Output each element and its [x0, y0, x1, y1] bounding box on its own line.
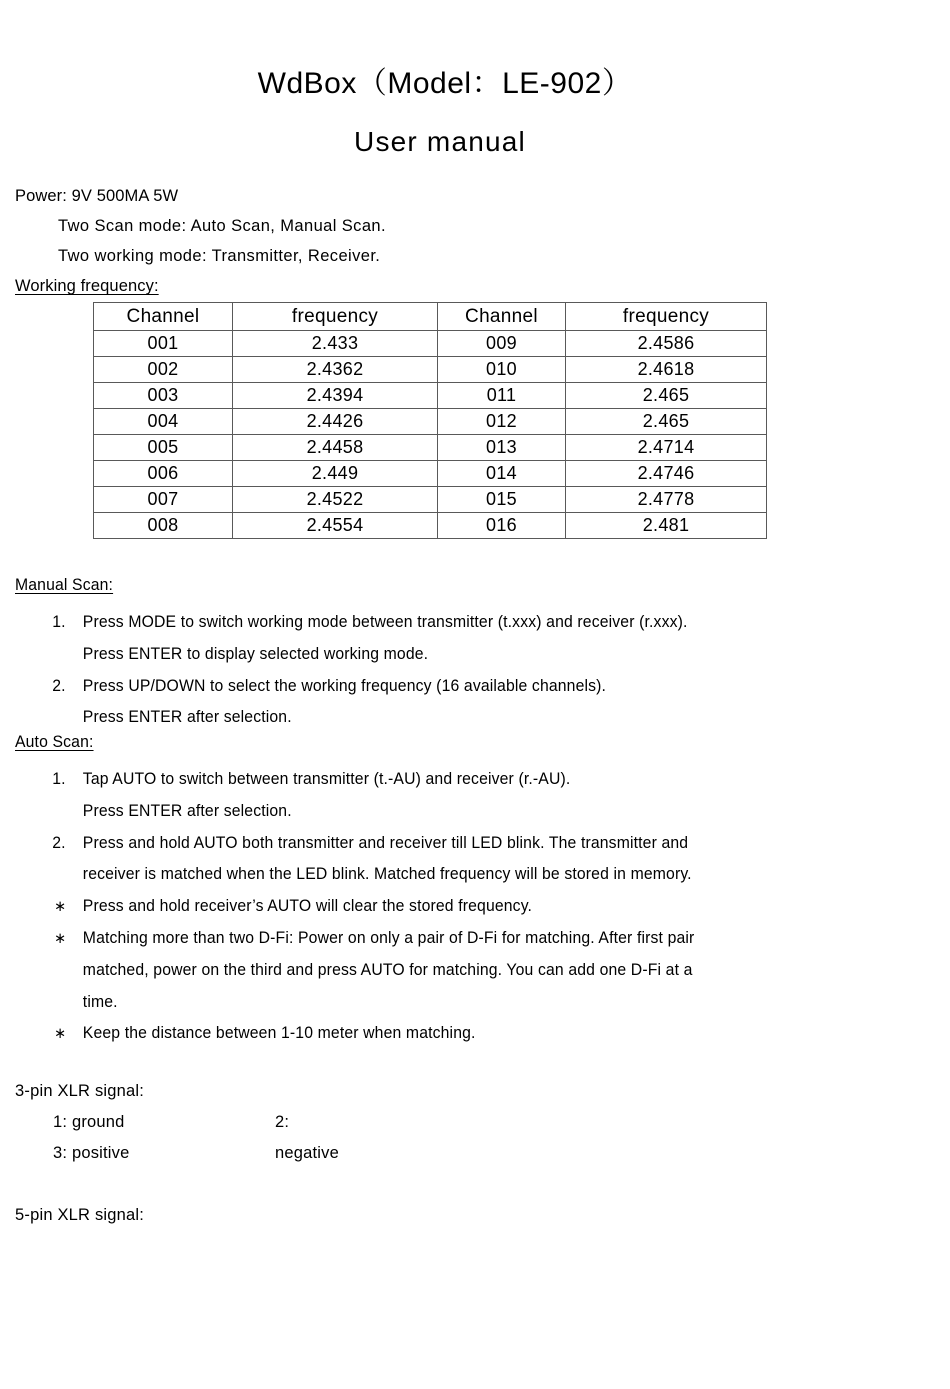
- list-item-line: Press MODE to switch working mode between transmitter (t.xxx) and receiver (r.xxx).: [82, 613, 688, 631]
- table-cell: 2.4714: [566, 435, 767, 461]
- table-cell: 001: [94, 331, 233, 357]
- auto-scan-heading: Auto Scan:: [15, 733, 94, 751]
- table-cell: 2.4522: [233, 487, 438, 513]
- table-cell: 016: [438, 513, 566, 539]
- xlr-3pin-heading: 3-pin XLR signal:: [15, 1082, 145, 1100]
- table-header-cell: frequency: [233, 303, 438, 331]
- auto-scan-list: [15, 764, 879, 1050]
- table-row: [94, 383, 767, 409]
- frequency-table: [93, 302, 767, 539]
- table-cell: 002: [94, 357, 233, 383]
- list-item-line: Matching more than two D-Fi: Power on only a pair of D-Fi for matching. After first pair: [82, 928, 695, 947]
- table-cell: 2.4778: [566, 487, 767, 513]
- xlr-3pin-pins: [15, 1107, 339, 1169]
- working-frequency-heading: Working frequency:: [15, 277, 159, 295]
- table-header-cell: Channel: [438, 303, 566, 331]
- table-cell: 2.4618: [566, 357, 767, 383]
- list-item-line: Press ENTER after selection.: [82, 708, 292, 727]
- list-item-line: Press ENTER after selection.: [82, 801, 292, 820]
- table-cell: 2.481: [566, 513, 767, 539]
- table-cell: 006: [94, 461, 233, 487]
- list-item-marker: 1.: [52, 770, 66, 788]
- list-item-line: Keep the distance between 1-10 meter when matching.: [82, 1024, 476, 1043]
- working-mode-line: Two working mode: Transmitter, Receiver.: [58, 247, 381, 265]
- table-header-cell: Channel: [94, 303, 233, 331]
- table-cell: 2.4746: [566, 461, 767, 487]
- list-item-line: Tap AUTO to switch between transmitter (t.-AU) and receiver (r.-AU).: [82, 770, 571, 788]
- table-cell: 010: [438, 357, 566, 383]
- table-cell: 012: [438, 409, 566, 435]
- list-item: [15, 764, 879, 828]
- manual-scan-heading: Manual Scan:: [15, 576, 114, 594]
- list-item-line: Press ENTER to display selected working mode.: [82, 644, 429, 663]
- table-cell: 2.4586: [566, 331, 767, 357]
- table-row: [94, 487, 767, 513]
- xlr-3pin-section: [15, 1076, 339, 1169]
- table-row: [94, 331, 767, 357]
- table-cell: 013: [438, 435, 566, 461]
- table-cell: 2.4394: [233, 383, 438, 409]
- table-cell: 015: [438, 487, 566, 513]
- xlr-5pin-section: [15, 1200, 144, 1231]
- table-header-cell: frequency: [566, 303, 767, 331]
- xlr-5pin-heading: 5-pin XLR signal:: [15, 1206, 145, 1224]
- list-item-marker: 1.: [52, 613, 66, 631]
- list-item-line: receiver is matched when the LED blink. Matched frequency will be stored in memory.: [82, 865, 692, 884]
- table-cell: 2.4426: [233, 409, 438, 435]
- xlr-pin-label: 3: positive: [53, 1144, 130, 1162]
- table-cell: 2.465: [566, 409, 767, 435]
- list-item-line: matched, power on the third and press AUTO for matching. You can add one D-Fi at a: [82, 960, 693, 979]
- asterisk-bullet-icon: ∗: [54, 898, 67, 916]
- scan-mode-line: Two Scan mode: Auto Scan, Manual Scan.: [58, 217, 386, 235]
- table-cell: 007: [94, 487, 233, 513]
- manual-scan-list: [15, 607, 879, 734]
- list-item: [15, 828, 879, 892]
- table-header-row: [94, 303, 767, 331]
- table-cell: 009: [438, 331, 566, 357]
- list-item: [15, 607, 879, 671]
- list-item-marker: 2.: [52, 833, 66, 852]
- power-spec: Power: 9V 500MA 5W: [15, 187, 179, 205]
- table-cell: 014: [438, 461, 566, 487]
- table-row: [94, 435, 767, 461]
- list-item-line: Press and hold receiver’s AUTO will clear the stored frequency.: [82, 897, 533, 916]
- list-item-line: time.: [82, 992, 118, 1011]
- table-cell: 2.4362: [233, 357, 438, 383]
- table-cell: 008: [94, 513, 233, 539]
- asterisk-bullet-icon: ∗: [54, 1025, 67, 1043]
- list-item-line: Press and hold AUTO both transmitter and receiver till LED blink. The transmitter and: [82, 833, 689, 852]
- table-cell: 2.465: [566, 383, 767, 409]
- table-cell: 2.433: [233, 331, 438, 357]
- table-row: [94, 513, 767, 539]
- xlr-pin-label: 1: ground: [53, 1113, 125, 1131]
- list-item: [15, 923, 879, 1018]
- list-item-marker: 2.: [52, 676, 66, 695]
- table-cell: 003: [94, 383, 233, 409]
- table-row: [94, 461, 767, 487]
- table-cell: 005: [94, 435, 233, 461]
- table-cell: 004: [94, 409, 233, 435]
- xlr-pin-row: [53, 1138, 144, 1169]
- list-item-line: Press UP/DOWN to select the working frequency (16 available channels).: [82, 676, 607, 695]
- table-cell: 011: [438, 383, 566, 409]
- asterisk-bullet-icon: ∗: [54, 929, 67, 947]
- list-item: [15, 671, 879, 735]
- list-item: [15, 1018, 879, 1050]
- table-cell: 2.4458: [233, 435, 438, 461]
- table-cell: 2.4554: [233, 513, 438, 539]
- table-row: [94, 357, 767, 383]
- table-row: [94, 409, 767, 435]
- document-title: WdBox（Model：LE-902）: [257, 67, 633, 100]
- list-item: [15, 891, 879, 923]
- frequency-table-body: [94, 303, 767, 539]
- table-cell: 2.449: [233, 461, 438, 487]
- document-subtitle: User manual: [354, 126, 526, 157]
- intro-block: [15, 181, 915, 301]
- xlr-pin-label: 2: negative: [275, 1113, 339, 1162]
